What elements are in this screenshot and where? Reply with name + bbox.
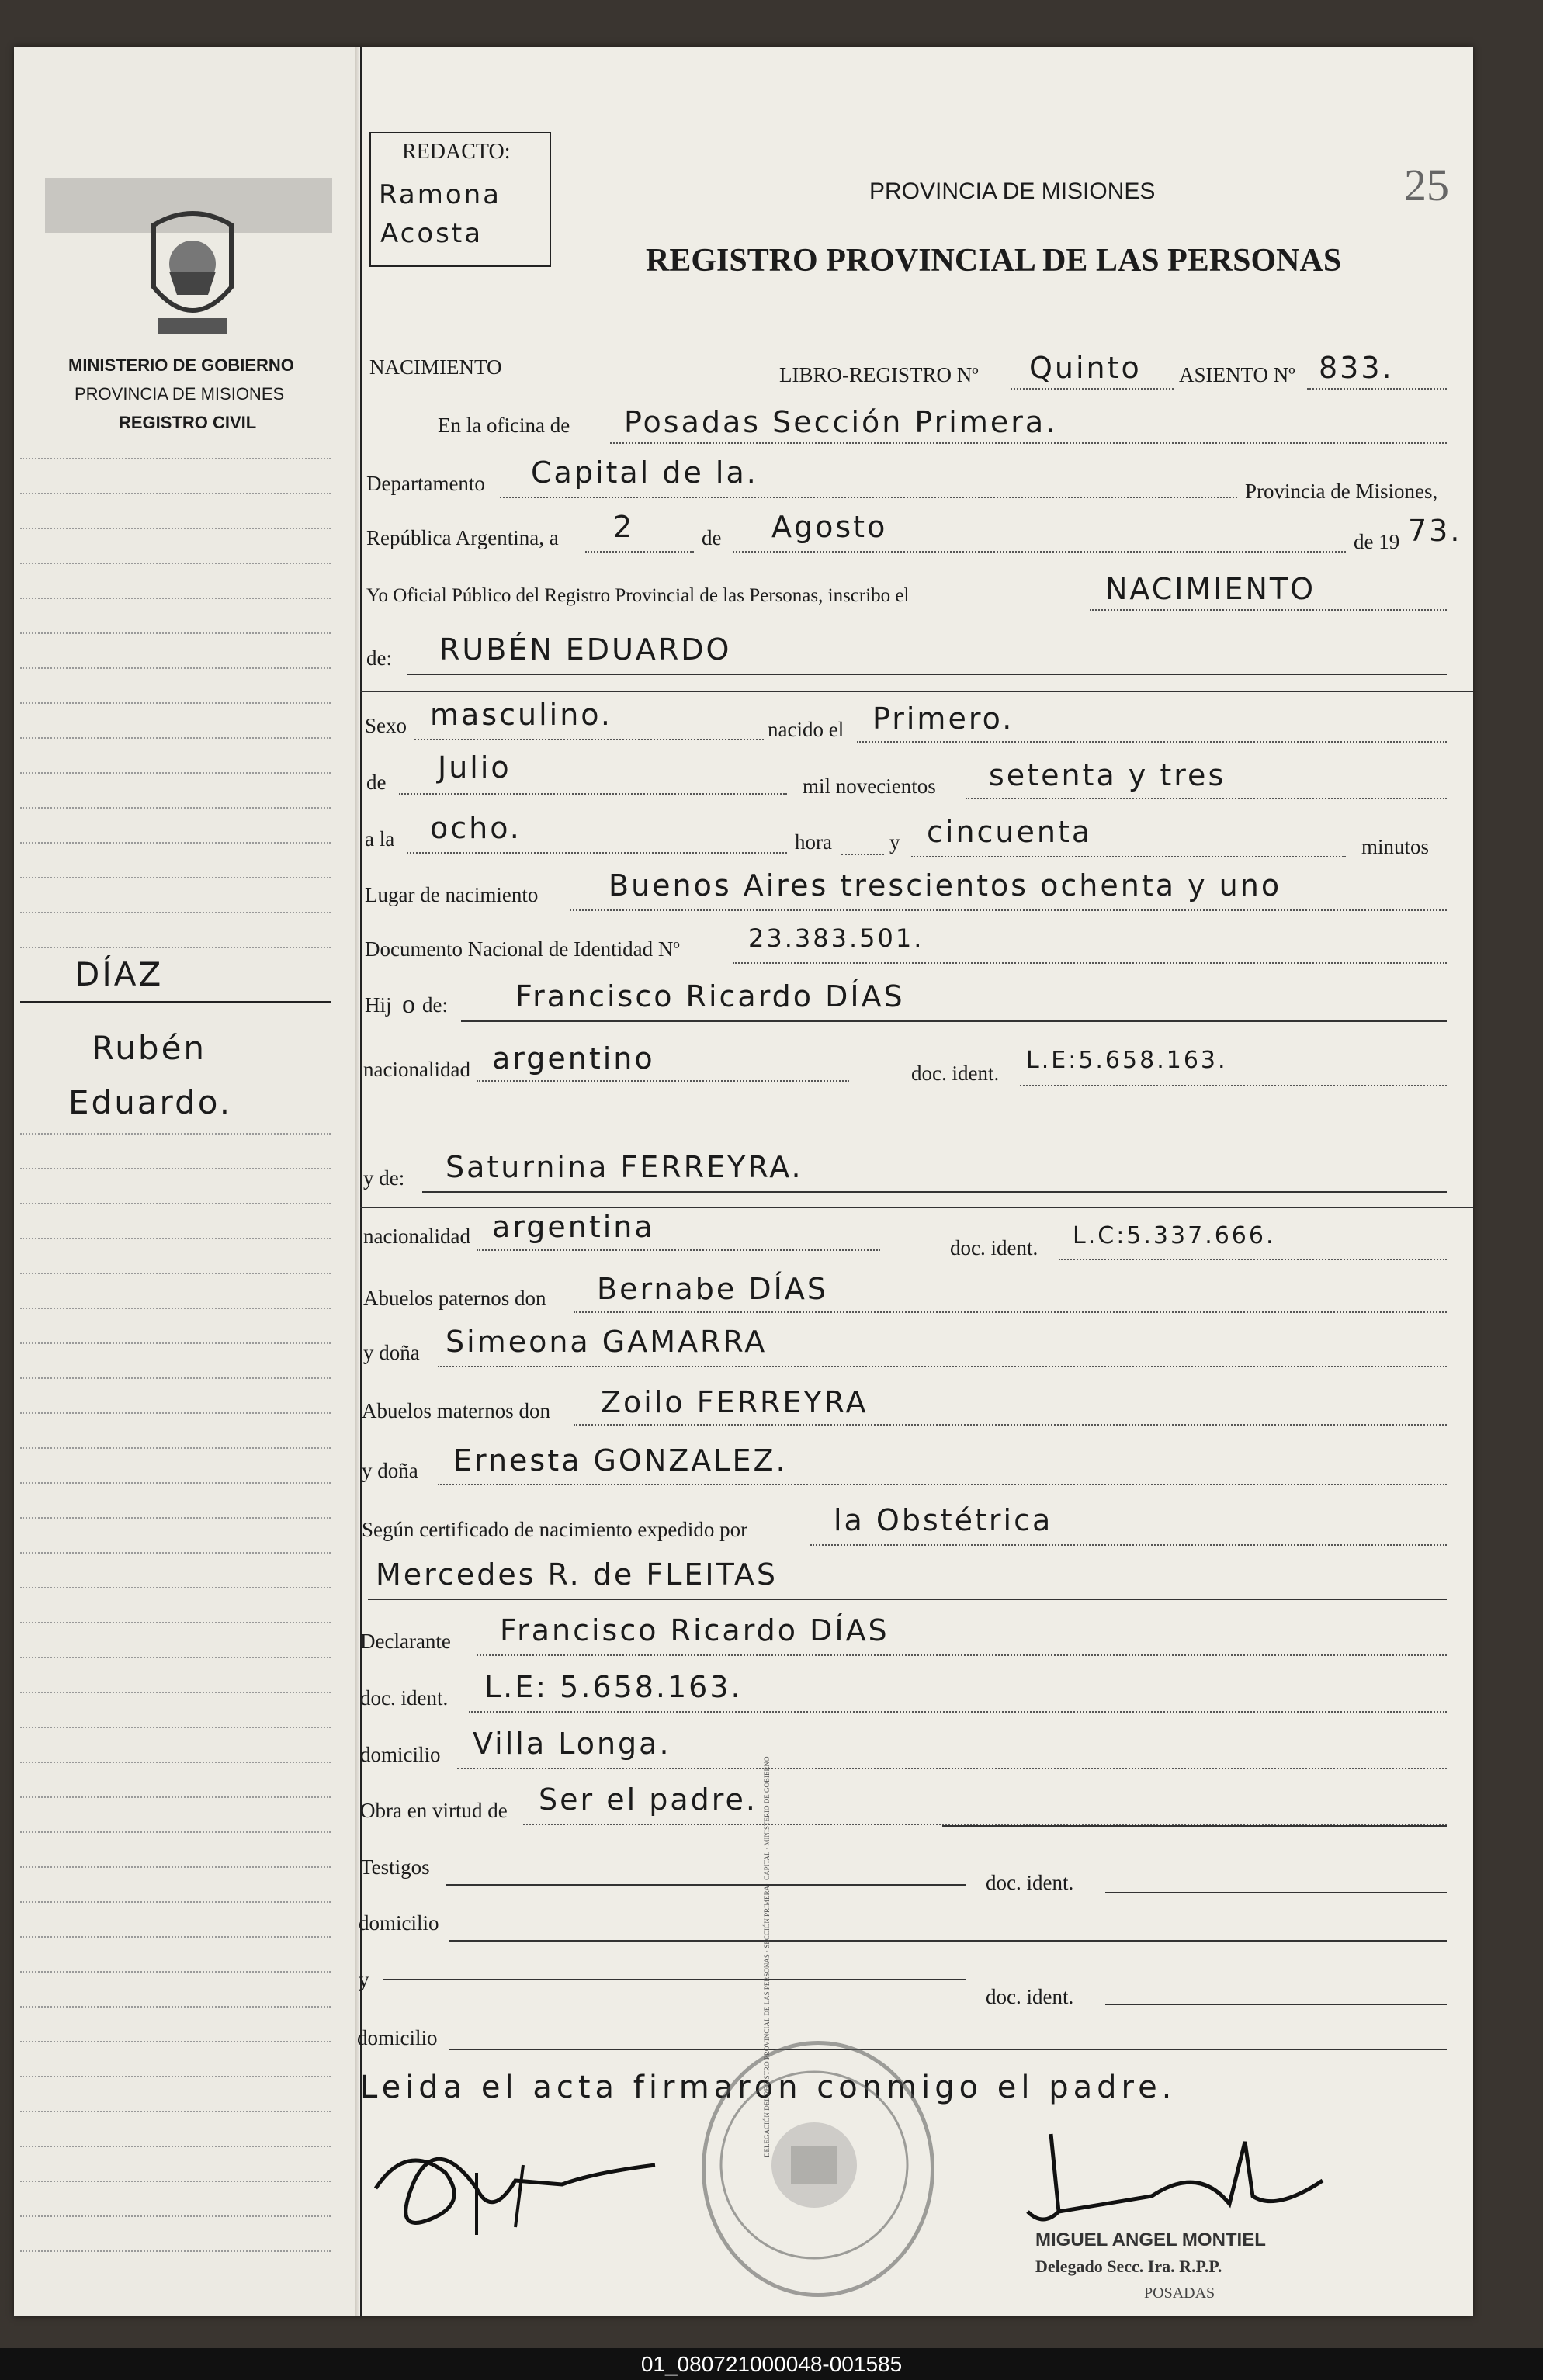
hijo-gender-suffix: o <box>402 990 415 1019</box>
document-page <box>14 47 1473 2316</box>
field-line <box>574 1424 1447 1426</box>
declarante-doc-label: doc. ident. <box>360 1686 449 1710</box>
madre-nacionalidad-value: argentina <box>492 1210 655 1244</box>
margin-rule <box>20 1517 331 1519</box>
obra-value: Ser el padre. <box>539 1782 758 1817</box>
margin-rule <box>20 1377 331 1379</box>
margin-rule <box>20 2181 331 2182</box>
field-line <box>477 1249 880 1251</box>
departamento-label: Departamento <box>366 472 485 495</box>
testigos-label: Testigos <box>360 1855 430 1879</box>
anio-nac-value: setenta y tres <box>989 758 1226 792</box>
field-line <box>841 854 884 855</box>
margin-rule <box>20 1482 331 1484</box>
testigo1-docident-label: doc. ident. <box>986 1871 1074 1894</box>
margin-rule <box>20 632 331 634</box>
libro-label: LIBRO-REGISTRO Nº <box>779 363 979 386</box>
abuela-materna-value: Ernesta GONZALEZ. <box>453 1443 788 1478</box>
margin-rule <box>20 1133 331 1135</box>
margin-rule <box>20 1936 331 1938</box>
redacto-name-1: Ramona <box>379 179 502 210</box>
provincia-label: Provincia de Misiones, <box>1245 480 1438 503</box>
minutos-label: minutos <box>1361 835 1430 858</box>
field-line <box>733 962 1447 964</box>
province-heading: PROVINCIA DE MISIONES <box>869 178 1156 204</box>
official-title: Delegado Secc. Ira. R.P.P. <box>1035 2257 1222 2276</box>
margin-rule <box>20 1308 331 1309</box>
margin-rule <box>20 667 331 669</box>
field-line <box>733 551 1346 553</box>
registry-title: REGISTRO PROVINCIAL DE LAS PERSONAS <box>646 243 1342 279</box>
field-line <box>1090 609 1447 611</box>
de2-label: de <box>366 771 387 794</box>
record-form <box>357 47 1473 2316</box>
margin-rule <box>20 1447 331 1449</box>
field-line <box>461 1020 1447 1022</box>
republica-label: República Argentina, a <box>366 526 559 549</box>
margin-rule <box>20 528 331 529</box>
official-seal <box>702 2041 934 2297</box>
testigo1-domicilio-label: domicilio <box>359 1911 439 1935</box>
ala-label: a la <box>365 827 395 850</box>
field-line <box>469 1711 1447 1713</box>
margin-rule <box>20 2215 331 2217</box>
section-divider <box>360 691 1473 692</box>
margin-rule <box>20 2250 331 2252</box>
field-line <box>407 852 787 854</box>
declarante-signature-icon <box>360 2126 671 2250</box>
field-line <box>477 1654 1447 1656</box>
declarante-value: Francisco Ricardo DÍAS <box>500 1613 889 1647</box>
field-line <box>585 551 694 553</box>
margin-rule <box>20 2076 331 2077</box>
margin-rule <box>20 2146 331 2147</box>
margin-given-name-2: Eduardo. <box>68 1083 233 1121</box>
day-value: 2 <box>613 510 635 544</box>
record-type-label: NACIMIENTO <box>369 355 502 379</box>
dni-label: Documento Nacional de Identidad Nº <box>365 937 680 961</box>
margin-rule <box>20 1273 331 1274</box>
redacto-name-2: Acosta <box>380 218 484 249</box>
margin-rule <box>20 598 331 599</box>
mil-label: mil novecientos <box>803 774 936 798</box>
margin-given-name-1: Rubén <box>92 1029 207 1067</box>
domicilio-label: domicilio <box>360 1743 441 1766</box>
field-line <box>438 1366 1447 1367</box>
margin-rule <box>20 877 331 878</box>
margin-rule <box>20 1901 331 1903</box>
provincial-coat-of-arms-icon <box>138 202 247 341</box>
field-line <box>449 1940 1447 1942</box>
margin-surname: DÍAZ <box>75 955 164 993</box>
field-line <box>477 1080 849 1082</box>
margin-rule <box>20 2041 331 2042</box>
ministry-line-1: MINISTERIO DE GOBIERNO <box>68 355 294 375</box>
field-line <box>500 497 1237 498</box>
official-signature-icon <box>997 2118 1354 2235</box>
margin-rule <box>20 1203 331 1204</box>
margin-rule <box>20 1412 331 1414</box>
abuelo-paterno-value: Bernabe DÍAS <box>597 1272 828 1306</box>
field-line <box>438 1484 1447 1485</box>
year-suffix: 73. <box>1408 514 1462 548</box>
margin-rule <box>20 1971 331 1973</box>
margin-rule <box>20 842 331 844</box>
field-line <box>368 1599 1447 1600</box>
padre-docident-label: doc. ident. <box>911 1062 1000 1085</box>
padre-doc-value: L.E:5.658.163. <box>1026 1047 1228 1074</box>
year-prefix: de 19 <box>1354 530 1400 553</box>
margin-rule <box>20 2111 331 2112</box>
declarante-doc-value: L.E: 5.658.163. <box>484 1670 743 1704</box>
field-line <box>857 741 1447 743</box>
ministry-line-3: REGISTRO CIVIL <box>119 413 257 432</box>
seal-legend: DELEGACIÓN DEL REGISTRO PROVINCIAL DE LAS PERSONAS · SECCIÓN PRIMERA · CAPITAL · MINISTERIO DE GOBIERNO <box>763 1756 771 2157</box>
libro-value: Quinto <box>1029 351 1142 385</box>
redacto-box <box>369 132 551 267</box>
abuelos-maternos-label: Abuelos maternos don <box>362 1399 550 1422</box>
field-line <box>1020 1085 1447 1086</box>
nacido-label: nacido el <box>768 718 844 741</box>
leida-text: Leida el acta firmaron conmigo el padre. <box>360 2070 1177 2105</box>
margin-rule <box>20 912 331 913</box>
margin-rule <box>20 1796 331 1798</box>
margin-rule <box>20 702 331 704</box>
field-line <box>570 909 1447 911</box>
padre-value: Francisco Ricardo DÍAS <box>515 979 905 1013</box>
field-line <box>942 1825 1447 1827</box>
margin-rule <box>20 1587 331 1588</box>
abuela-materna-label: y doña <box>362 1459 418 1482</box>
field-line <box>383 1979 966 1980</box>
margin-rule <box>20 458 331 459</box>
madre-nacionalidad-label: nacionalidad <box>363 1225 470 1248</box>
domicilio-value: Villa Longa. <box>473 1727 671 1761</box>
padre-nacionalidad-value: argentino <box>492 1041 655 1076</box>
oficial-text: Yo Oficial Público del Registro Provincial de las Personas, inscribo el <box>366 585 910 606</box>
margin-rule <box>20 563 331 564</box>
departamento-value: Capital de la. <box>531 456 758 490</box>
seal-emblem-icon <box>706 2045 923 2285</box>
sexo-value: masculino. <box>430 698 612 732</box>
margin-surname-rule <box>20 1001 331 1003</box>
redacto-label: REDACTO: <box>402 140 511 164</box>
field-line <box>414 739 764 740</box>
ministry-line-2: PROVINCIA DE MISIONES <box>75 384 285 404</box>
abuela-paterna-value: Simeona GAMARRA <box>446 1325 768 1359</box>
acto-value: NACIMIENTO <box>1105 572 1316 606</box>
field-line <box>1307 388 1447 390</box>
field-line <box>399 793 787 795</box>
declarante-label: Declarante <box>360 1630 451 1653</box>
field-line <box>422 1191 1447 1193</box>
madre-doc-value: L.C:5.337.666. <box>1073 1222 1276 1249</box>
hijo-label: Hij <box>365 993 392 1017</box>
de-label: de <box>702 526 722 549</box>
field-line <box>1059 1259 1447 1260</box>
margin-rule <box>20 1342 331 1344</box>
sexo-label: Sexo <box>365 714 407 737</box>
certificado-value: la Obstétrica <box>834 1503 1053 1537</box>
field-line <box>446 1884 966 1886</box>
margin-rule <box>20 1831 331 1833</box>
field-line <box>810 1544 1447 1546</box>
oficina-value: Posadas Sección Primera. <box>624 405 1058 439</box>
margin-rule <box>20 1552 331 1554</box>
mes-nac-value: Julio <box>438 750 511 785</box>
madre-label: y de: <box>363 1166 405 1190</box>
obra-label: Obra en virtud de <box>360 1799 508 1822</box>
madre-docident-label: doc. ident. <box>950 1236 1038 1259</box>
field-line <box>449 2049 1447 2050</box>
margin-rule <box>20 1727 331 1728</box>
lugar-label: Lugar de nacimiento <box>365 883 539 906</box>
field-line <box>457 1768 1447 1769</box>
margin-rule <box>20 1866 331 1868</box>
official-place: POSADAS <box>1144 2285 1215 2302</box>
hora-value: ocho. <box>430 811 522 845</box>
minutos-value: cincuenta <box>927 815 1093 849</box>
field-line <box>1105 1892 1447 1893</box>
field-line <box>911 856 1346 857</box>
field-line <box>1105 2004 1447 2005</box>
field-line <box>966 798 1447 799</box>
page-number: 25 <box>1404 160 1449 210</box>
margin-rule <box>20 1622 331 1623</box>
field-line <box>1011 388 1174 390</box>
certificado-label: Según certificado de nacimiento expedido por <box>362 1518 748 1541</box>
hora-label: hora <box>795 830 832 854</box>
testigo2-domicilio-label: domicilio <box>357 2026 438 2049</box>
oficina-label: En la oficina de <box>438 414 570 437</box>
testigo2-docident-label: doc. ident. <box>986 1985 1074 2008</box>
field-line <box>610 442 1447 444</box>
abuela-paterna-label: y doña <box>363 1341 420 1364</box>
asiento-label: ASIENTO Nº <box>1179 363 1295 386</box>
margin-rule <box>20 1762 331 1763</box>
section-divider <box>360 1207 1473 1208</box>
madre-value: Saturnina FERREYRA. <box>446 1150 803 1184</box>
margin-rule <box>20 493 331 494</box>
margin-rule <box>20 737 331 739</box>
margin-rule <box>20 947 331 948</box>
margin-rule <box>20 1238 331 1239</box>
de-name-label: de: <box>366 646 392 670</box>
abuelos-paternos-label: Abuelos paternos don <box>363 1287 546 1310</box>
field-line <box>574 1311 1447 1313</box>
margin-rule <box>20 2006 331 2008</box>
abuelo-materno-value: Zoilo FERREYRA <box>601 1385 869 1419</box>
margin-rule <box>20 1692 331 1693</box>
field-line <box>407 674 1447 675</box>
margin-rule <box>20 1168 331 1169</box>
nombre-value: RUBÉN EDUARDO <box>439 632 732 667</box>
margin-rule <box>20 1657 331 1658</box>
month-value: Agosto <box>772 510 888 544</box>
margin-rule <box>20 772 331 774</box>
y-label: y <box>889 830 900 854</box>
asiento-value: 833. <box>1319 351 1394 385</box>
lugar-value: Buenos Aires trescientos ochenta y uno <box>609 868 1282 902</box>
hijo-de-label: de: <box>422 993 448 1017</box>
official-name: MIGUEL ANGEL MONTIEL <box>1035 2229 1266 2250</box>
certificado-value-2: Mercedes R. de FLEITAS <box>376 1557 778 1592</box>
image-id-caption: 01_080721000048-001585 <box>0 2348 1543 2380</box>
nacido-value: Primero. <box>872 702 1014 736</box>
left-margin-column <box>14 47 355 2316</box>
margin-rule <box>20 807 331 809</box>
padre-nacionalidad-label: nacionalidad <box>363 1058 470 1081</box>
dni-value: 23.383.501. <box>748 923 924 953</box>
testigo2-label: y <box>359 1968 369 1991</box>
